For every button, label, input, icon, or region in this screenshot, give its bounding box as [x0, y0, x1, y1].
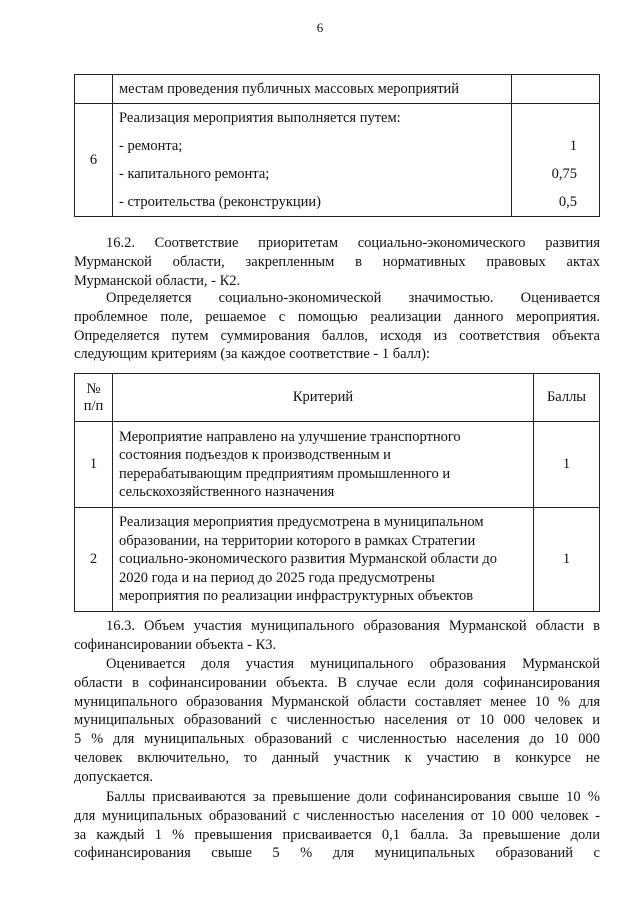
- row-item: - строительства (реконструкции): [119, 194, 322, 210]
- section-16-2: [74, 234, 600, 290]
- text-line: Мурманской области, - К2.: [74, 272, 241, 289]
- paragraph-share: [74, 655, 600, 787]
- text-line: за каждый 1 % превышения присваивается 0,1 балла. За превышение доли: [74, 826, 600, 843]
- table-cell-text: местам проведения публичных массовых мероприятий: [113, 75, 512, 104]
- row-intro: Реализация мероприятия выполняется путем:: [119, 110, 401, 126]
- text-line: проблемное поле, решаемое с помощью реализации данного мероприятия.: [74, 308, 600, 325]
- page-number: 6: [316, 20, 324, 35]
- text-line: Мурманской области, закрепленным в нормативных правовых актах: [74, 253, 600, 270]
- score-value: 1: [569, 138, 577, 154]
- table-cell-criterion: Реализация мероприятия предусмотрена в муниципальном образовании, на территории которого в рамках Стратегии социально-экономического развития Мурманской области до 2020 года и на период до 2025 года предусмотрены мероприятия по реализации инфраструктурных объектов: [113, 508, 534, 612]
- table-cell-number: 2: [75, 508, 113, 612]
- criteria-table: [74, 373, 600, 612]
- table-cell-number: 1: [75, 422, 113, 508]
- text-line: софинансирования свыше 5 % для муниципальных образований с: [74, 845, 600, 862]
- table-header-row: [75, 374, 600, 422]
- header-number: № п/п: [75, 374, 113, 422]
- table-cell-score: 1: [534, 422, 600, 508]
- table-cell-number: [75, 75, 113, 104]
- text-line: Баллы присваиваются за превышение доли софинансирования свыше 10 %: [106, 789, 600, 805]
- text-line: следующим критериям (за каждое соответствие - 1 балл):: [74, 346, 431, 363]
- header-score: Баллы: [534, 374, 600, 422]
- text-line: муниципального образования Мурманской области составляет менее 10 % для: [74, 693, 600, 710]
- text-line: 16.2. Соответствие приоритетам социально-экономического развития: [106, 235, 600, 251]
- row-item: - капитального ремонта;: [119, 166, 270, 182]
- text-line: допускается.: [74, 768, 154, 785]
- paragraph-points: [74, 788, 600, 863]
- table-row: [75, 422, 600, 508]
- header-criterion: Критерий: [113, 374, 534, 422]
- text-line: Определяется путем суммирования баллов, исходя из соответствия объекта: [74, 327, 600, 344]
- table-cell-text: [113, 104, 512, 217]
- text-line: 5 % для муниципальных образований с численностью населения до 10 000: [74, 731, 600, 748]
- table-cell-score: [512, 75, 600, 104]
- table-row: [75, 75, 600, 104]
- text-line: муниципальных образований с численностью населения от 10 000 человек и: [74, 712, 600, 729]
- text-line: Оценивается доля участия муниципального образования Мурманской: [106, 656, 600, 672]
- table-cell-number: 6: [75, 104, 113, 217]
- criteria-table-continued: [74, 74, 600, 217]
- score-value: 0,5: [558, 194, 577, 210]
- text-line: области в софинансировании объекта. В случае если доля софинансирования: [74, 674, 600, 691]
- text-line: 16.3. Объем участия муниципального образования Мурманской области в: [106, 618, 600, 634]
- section-16-3: [74, 617, 600, 655]
- table-row: [75, 508, 600, 612]
- table-cell-criterion: Мероприятие направлено на улучшение транспортного состояния подъездов к производственным и перерабатывающим предприятиям промышленного и сельскохозяйственного назначения: [113, 422, 534, 508]
- text-line: Определяется социально-экономической значимостью. Оценивается: [106, 290, 600, 306]
- paragraph-determined: [74, 289, 600, 364]
- table-cell-score: 1: [534, 508, 600, 612]
- table-cell-score: [512, 104, 600, 217]
- text-line: человек включительно, то данный участник к участию в конкурсе не: [74, 749, 600, 766]
- row-item: - ремонта;: [119, 138, 183, 154]
- table-row-6: [75, 104, 600, 217]
- score-value: 0,75: [551, 166, 577, 182]
- text-line: софинансировании объекта - К3.: [74, 636, 277, 653]
- text-line: для муниципальных образований с численностью населения от 10 000 человек -: [74, 807, 600, 824]
